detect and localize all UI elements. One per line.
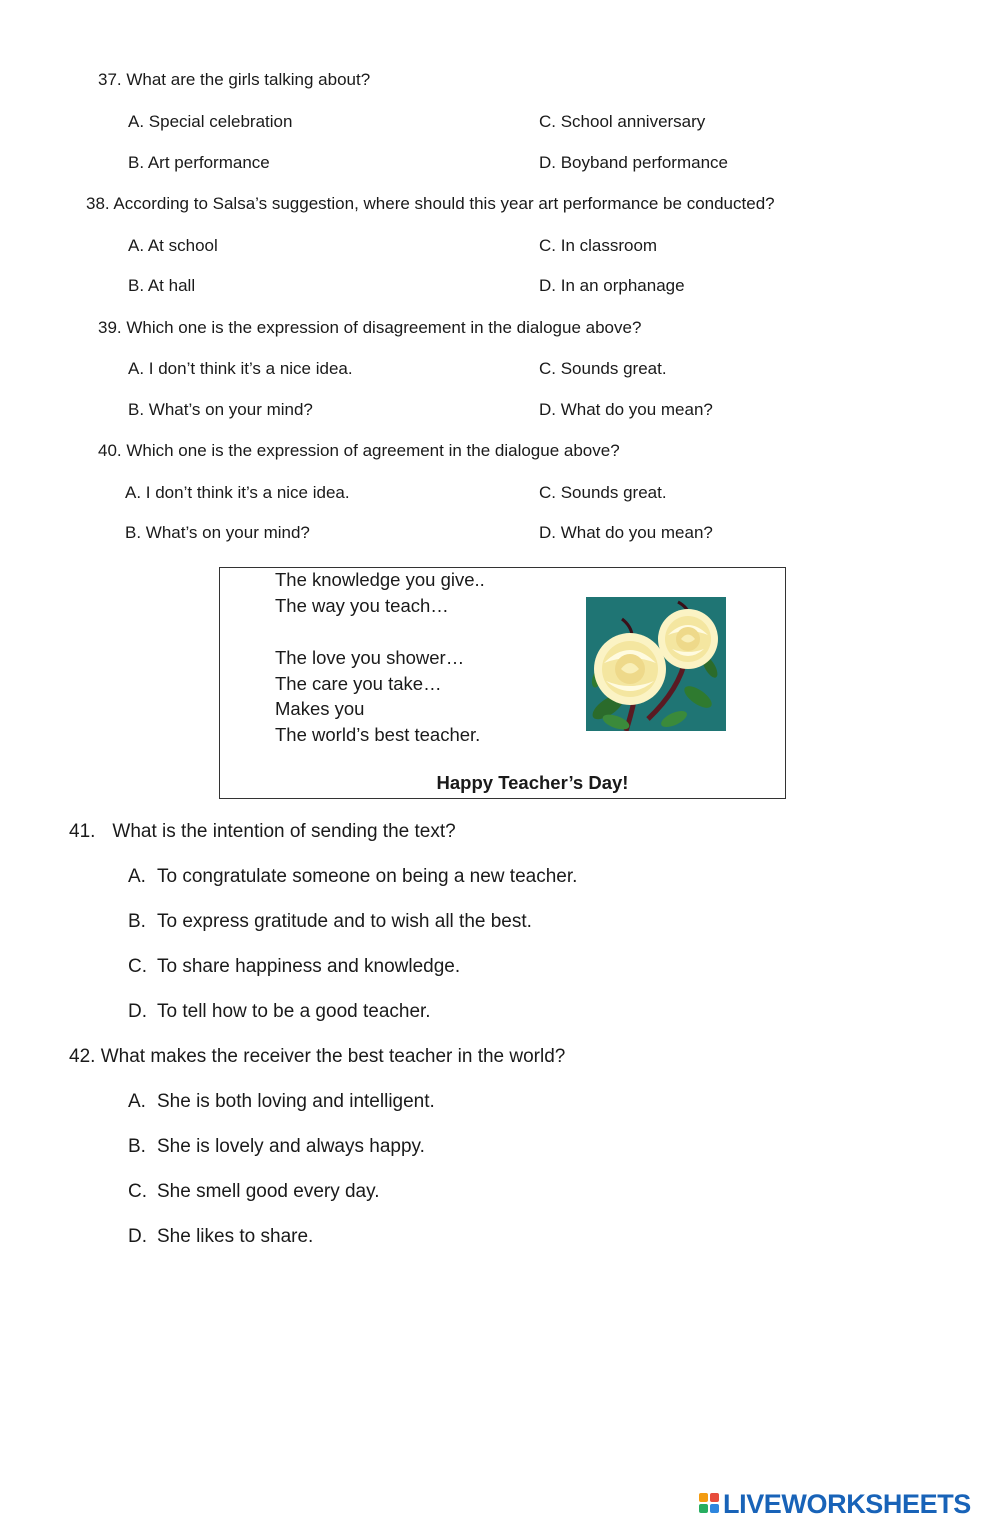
- q40-option-c[interactable]: C. Sounds great.: [539, 483, 667, 502]
- q41-option-d[interactable]: D. To tell how to be a good teacher.: [128, 1001, 431, 1022]
- q38-option-c[interactable]: C. In classroom: [539, 236, 658, 255]
- question-40: 40. Which one is the expression of agreement in the dialogue above?: [98, 441, 620, 460]
- q42-option-c[interactable]: C. She smell good every day.: [128, 1181, 380, 1202]
- q38-option-a[interactable]: A. At school: [128, 236, 218, 255]
- question-42: 42. What makes the receiver the best teacher in the world?: [69, 1046, 566, 1067]
- q42-option-a[interactable]: A. She is both loving and intelligent.: [128, 1091, 435, 1112]
- liveworksheets-logo[interactable]: [697, 1488, 993, 1522]
- q39-option-b[interactable]: B. What’s on your mind?: [128, 400, 313, 419]
- logo-square-icon: [699, 1493, 708, 1502]
- logo-text: LIVEWORKSHEETS: [723, 1489, 971, 1519]
- logo-square-icon: [710, 1504, 719, 1513]
- q41-number: 41.: [69, 821, 96, 842]
- q40-option-a[interactable]: A. I don’t think it’s a nice idea.: [125, 483, 350, 502]
- q37-option-a[interactable]: A. Special celebration: [128, 112, 293, 131]
- teachers-day-card: [219, 567, 786, 799]
- q41-option-b[interactable]: B. To express gratitude and to wish all the best.: [128, 911, 532, 932]
- q39-option-a[interactable]: A. I don’t think it’s a nice idea.: [128, 359, 353, 378]
- q40-option-b[interactable]: B. What’s on your mind?: [125, 523, 310, 542]
- q42-option-d[interactable]: D. She likes to share.: [128, 1226, 314, 1247]
- question-39: 39. Which one is the expression of disagreement in the dialogue above?: [98, 318, 642, 337]
- question-37: 37. What are the girls talking about?: [98, 70, 371, 89]
- q42-option-b[interactable]: B. She is lovely and always happy.: [128, 1136, 425, 1157]
- q38-option-d[interactable]: D. In an orphanage: [539, 276, 685, 295]
- q37-option-d[interactable]: D. Boyband performance: [539, 153, 728, 172]
- q37-option-b[interactable]: B. Art performance: [128, 153, 270, 172]
- q37-option-c[interactable]: C. School anniversary: [539, 112, 706, 131]
- q41-text: What is the intention of sending the text?: [112, 821, 456, 842]
- card-line-2: The way you teach…: [275, 595, 449, 616]
- card-line-6: The world’s best teacher.: [275, 724, 481, 745]
- logo-square-icon: [699, 1504, 708, 1513]
- logo-square-icon: [710, 1493, 719, 1502]
- card-line-3: The love you shower…: [275, 647, 465, 668]
- q40-option-d[interactable]: D. What do you mean?: [539, 523, 713, 542]
- card-line-1: The knowledge you give..: [275, 569, 485, 590]
- q39-option-d[interactable]: D. What do you mean?: [539, 400, 713, 419]
- question-41: [69, 821, 456, 843]
- roses-icon: [586, 597, 726, 731]
- q39-option-c[interactable]: C. Sounds great.: [539, 359, 667, 378]
- card-line-4: The care you take…: [275, 673, 442, 694]
- q41-option-c[interactable]: C. To share happiness and knowledge.: [128, 956, 461, 977]
- q41-option-a[interactable]: A. To congratulate someone on being a new teacher.: [128, 866, 578, 887]
- card-line-5: Makes you: [275, 698, 365, 719]
- q38-option-b[interactable]: B. At hall: [128, 276, 196, 295]
- question-38: 38. According to Salsa’s suggestion, where should this year art performance be conducted?: [86, 194, 775, 213]
- card-closing: Happy Teacher’s Day!: [436, 772, 629, 793]
